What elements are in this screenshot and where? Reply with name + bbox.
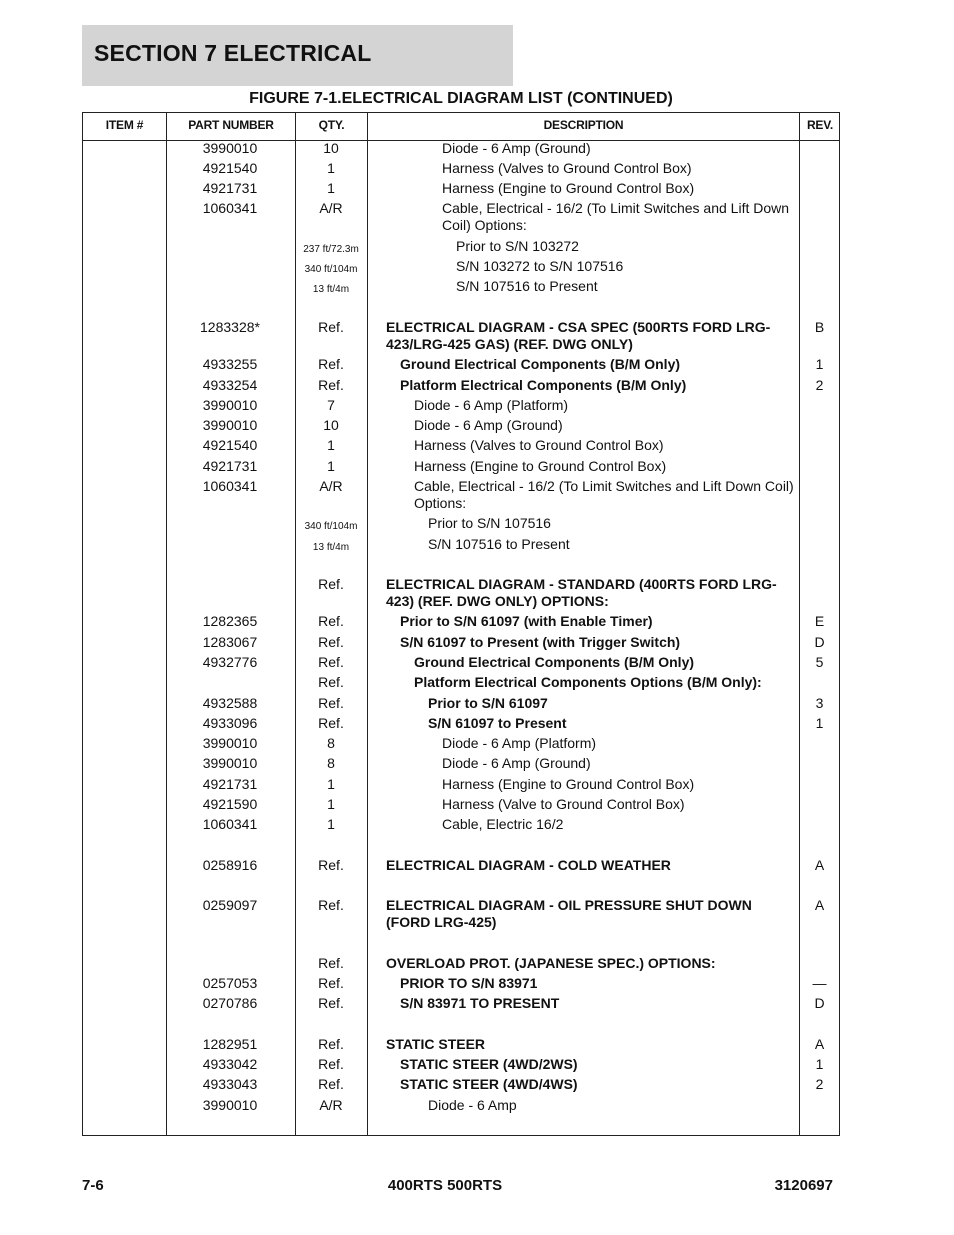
qty-cell: A/R <box>319 478 343 494</box>
qty-cell: Ref. <box>318 1056 344 1072</box>
rev-cell: 1 <box>815 1056 824 1072</box>
part-number-cell: 4933043 <box>202 1076 258 1092</box>
rev-cell: D <box>814 995 825 1011</box>
qty-cell: Ref. <box>318 955 344 971</box>
part-number-cell: 4921731 <box>202 180 258 196</box>
qty-cell: 1 <box>327 160 335 176</box>
part-number-cell: 3990010 <box>202 755 258 771</box>
part-number-cell: 4933255 <box>202 356 258 372</box>
description-cell: S/N 107516 to Present <box>456 278 598 294</box>
description-cell: Platform Electrical Components (B/M Only) <box>400 377 687 393</box>
header-description: DESCRIPTION <box>543 118 624 132</box>
description-cell: Cable, Electrical - 16/2 (To Limit Switches and Lift Down Coil) Options: <box>442 200 790 233</box>
rev-cell: 5 <box>815 654 824 670</box>
footer-model: 400RTS 500RTS <box>387 1177 503 1194</box>
qty-cell: 1 <box>327 437 335 453</box>
qty-cell: 8 <box>327 755 335 771</box>
part-number-cell: 3990010 <box>202 397 258 413</box>
description-cell: PRIOR TO S/N 83971 <box>400 975 538 991</box>
rev-cell: 2 <box>815 377 824 393</box>
description-cell: OVERLOAD PROT. (JAPANESE SPEC.) OPTIONS: <box>386 955 716 971</box>
qty-cell: 7 <box>327 397 335 413</box>
qty-cell: 340 ft/104m <box>304 264 358 275</box>
rev-cell: 2 <box>815 1076 824 1092</box>
description-cell: S/N 107516 to Present <box>428 536 570 552</box>
description-cell: Diode - 6 Amp (Ground) <box>442 755 591 771</box>
description-cell: ELECTRICAL DIAGRAM - CSA SPEC (500RTS FORD LRG-423/LRG-425 GAS) (REF. DWG ONLY) <box>386 319 771 352</box>
description-cell: Diode - 6 Amp (Platform) <box>414 397 569 413</box>
part-number-cell: 3990010 <box>202 140 258 156</box>
qty-cell: 8 <box>327 735 335 751</box>
figure-title: FIGURE 7-1.ELECTRICAL DIAGRAM LIST (CONTINUED) <box>249 90 673 107</box>
footer-page-number: 7-6 <box>82 1177 104 1194</box>
part-number-cell: 4933042 <box>202 1056 258 1072</box>
qty-cell: 13 ft/4m <box>312 542 350 553</box>
qty-cell: 10 <box>323 417 339 433</box>
qty-cell: Ref. <box>318 695 344 711</box>
qty-cell: 1 <box>327 776 335 792</box>
description-cell: Cable, Electrical - 16/2 (To Limit Switches and Lift Down Coil) Options: <box>414 478 794 511</box>
footer-doc-number: 3120697 <box>774 1177 833 1194</box>
qty-cell: Ref. <box>318 1076 344 1092</box>
qty-cell: 1 <box>327 180 335 196</box>
rev-cell: 1 <box>815 356 824 372</box>
part-number-cell: 1282951 <box>202 1036 258 1052</box>
description-cell: STATIC STEER <box>386 1036 486 1052</box>
part-number-cell: 1283067 <box>202 634 258 650</box>
qty-cell: 1 <box>327 816 335 832</box>
rev-cell: A <box>814 857 825 873</box>
qty-cell: Ref. <box>318 377 344 393</box>
part-number-cell: 4921540 <box>202 160 258 176</box>
rev-cell: A <box>814 1036 825 1052</box>
rev-cell: D <box>814 634 825 650</box>
description-cell: Harness (Engine to Ground Control Box) <box>414 458 667 474</box>
rev-cell: E <box>814 613 825 629</box>
rev-cell: 3 <box>815 695 824 711</box>
part-number-cell: 4921540 <box>202 437 258 453</box>
header-rev: REV. <box>806 118 834 132</box>
part-number-cell: 4933254 <box>202 377 258 393</box>
qty-cell: Ref. <box>318 613 344 629</box>
qty-cell: Ref. <box>318 715 344 731</box>
qty-cell: 10 <box>323 140 339 156</box>
qty-cell: Ref. <box>318 857 344 873</box>
header-item: ITEM # <box>105 118 144 132</box>
description-cell: ELECTRICAL DIAGRAM - COLD WEATHER <box>386 857 671 873</box>
part-number-cell: 4921731 <box>202 458 258 474</box>
description-cell: Prior to S/N 61097 <box>428 695 548 711</box>
part-number-cell: 4932588 <box>202 695 258 711</box>
qty-cell: A/R <box>319 1097 343 1113</box>
part-number-cell: 0257053 <box>202 975 258 991</box>
description-cell: Platform Electrical Components Options (B/M Only): <box>414 674 762 690</box>
description-cell: ELECTRICAL DIAGRAM - OIL PRESSURE SHUT DOWN (FORD LRG-425) <box>386 897 752 930</box>
description-cell: S/N 83971 TO PRESENT <box>400 995 560 1011</box>
description-cell: Diode - 6 Amp <box>428 1097 517 1113</box>
part-number-cell: 3990010 <box>202 1097 258 1113</box>
part-number-cell: 3990010 <box>202 417 258 433</box>
description-cell: Harness (Valves to Ground Control Box) <box>414 437 664 453</box>
section-title: SECTION 7 ELECTRICAL <box>94 40 372 66</box>
description-cell: Prior to S/N 107516 <box>428 515 551 531</box>
description-cell: Prior to S/N 61097 (with Enable Timer) <box>400 613 653 629</box>
qty-cell: Ref. <box>318 634 344 650</box>
description-cell: S/N 61097 to Present <box>428 715 567 731</box>
part-number-cell: 1283328* <box>200 319 260 335</box>
description-cell: Harness (Valves to Ground Control Box) <box>442 160 692 176</box>
description-cell: Diode - 6 Amp (Ground) <box>414 417 563 433</box>
part-number-cell: 4932776 <box>202 654 258 670</box>
description-cell: Prior to S/N 103272 <box>456 238 579 254</box>
qty-cell: 13 ft/4m <box>312 284 350 295</box>
qty-cell: Ref. <box>318 576 344 592</box>
rev-cell: A <box>814 897 825 913</box>
rev-cell: — <box>812 975 827 991</box>
qty-cell: Ref. <box>318 654 344 670</box>
description-cell: S/N 103272 to S/N 107516 <box>456 258 624 274</box>
part-number-cell: 0259097 <box>202 897 258 913</box>
description-cell: STATIC STEER (4WD/2WS) <box>400 1056 578 1072</box>
qty-cell: Ref. <box>318 1036 344 1052</box>
header-part-number: PART NUMBER <box>188 118 274 132</box>
qty-cell: Ref. <box>318 975 344 991</box>
rev-cell: B <box>814 319 825 335</box>
qty-cell: Ref. <box>318 995 344 1011</box>
part-number-cell: 0258916 <box>202 857 258 873</box>
qty-cell: 340 ft/104m <box>304 521 358 532</box>
qty-cell: Ref. <box>318 674 344 690</box>
qty-cell: 1 <box>327 458 335 474</box>
description-cell: Ground Electrical Components (B/M Only) <box>400 356 681 372</box>
description-cell: Ground Electrical Components (B/M Only) <box>414 654 695 670</box>
part-number-cell: 1060341 <box>202 200 258 216</box>
column-divider <box>367 113 368 1135</box>
part-number-cell: 4921590 <box>202 796 258 812</box>
qty-cell: A/R <box>319 200 343 216</box>
description-cell: S/N 61097 to Present (with Trigger Switch) <box>400 634 681 650</box>
part-number-cell: 1060341 <box>202 478 258 494</box>
qty-cell: 1 <box>327 796 335 812</box>
header-qty: QTY. <box>318 118 345 132</box>
qty-cell: 237 ft/72.3m <box>303 244 359 255</box>
description-cell: Harness (Valve to Ground Control Box) <box>442 796 685 812</box>
part-number-cell: 4921731 <box>202 776 258 792</box>
part-number-cell: 1282365 <box>202 613 258 629</box>
qty-cell: Ref. <box>318 356 344 372</box>
description-cell: ELECTRICAL DIAGRAM - STANDARD (400RTS FORD LRG-423) (REF. DWG ONLY) OPTIONS: <box>386 576 777 609</box>
rev-cell: 1 <box>815 715 824 731</box>
part-number-cell: 0270786 <box>202 995 258 1011</box>
part-number-cell: 1060341 <box>202 816 258 832</box>
description-cell: Cable, Electric 16/2 <box>442 816 564 832</box>
qty-cell: Ref. <box>318 319 344 335</box>
description-cell: Diode - 6 Amp (Ground) <box>442 140 591 156</box>
description-cell: STATIC STEER (4WD/4WS) <box>400 1076 578 1092</box>
description-cell: Diode - 6 Amp (Platform) <box>442 735 597 751</box>
part-number-cell: 4933096 <box>202 715 258 731</box>
description-cell: Harness (Engine to Ground Control Box) <box>442 776 695 792</box>
part-number-cell: 3990010 <box>202 735 258 751</box>
description-cell: Harness (Engine to Ground Control Box) <box>442 180 695 196</box>
qty-cell: Ref. <box>318 897 344 913</box>
section-banner <box>82 25 513 86</box>
